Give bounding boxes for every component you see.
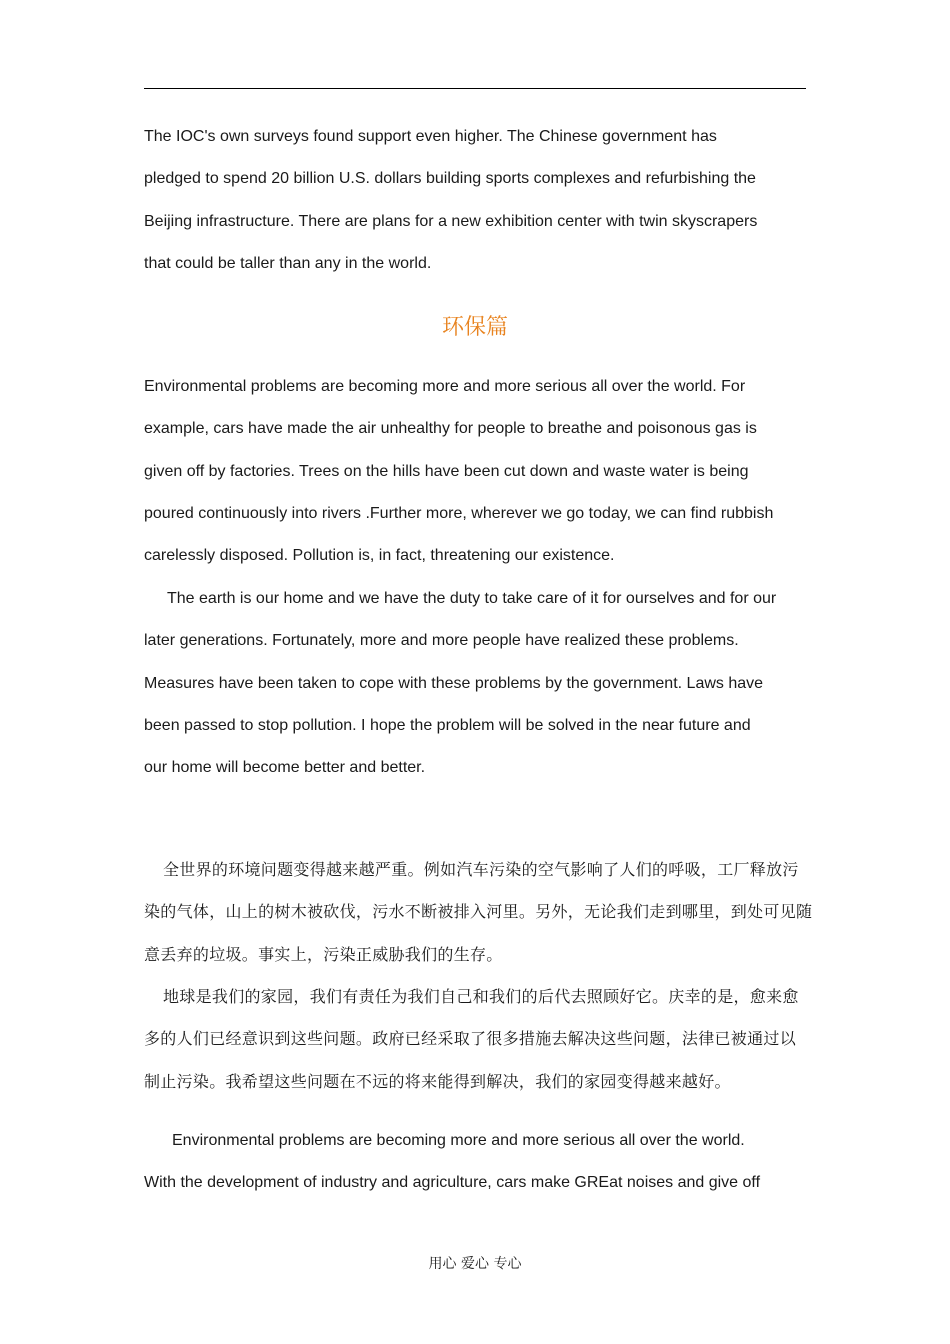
text-line: With the development of industry and agriculture, cars make GREat noises and give off	[144, 1174, 761, 1192]
section-title: 环保篇	[441, 315, 508, 340]
paragraph-olympics	[144, 128, 814, 297]
text-line: The IOC's own surveys found support even higher. The Chinese government has	[144, 128, 717, 145]
text-line: 全世界的环境问题变得越来越严重。例如汽车污染的空气影响了人们的呼吸，工厂释放污	[163, 860, 799, 879]
paragraph-environment-1	[144, 378, 814, 589]
text-line: The earth is our home and we have the duty to take care of it for ourselves and for our	[167, 590, 777, 607]
text-line: that could be taller than any in the world.	[144, 254, 432, 272]
text-line: Beijing infrastructure. There are plans for a new exhibition center with twin skyscrapers	[144, 212, 758, 230]
text-line: 染的气体，山上的树木被砍伐，污水不断被排入河里。另外，无论我们走到哪里，到处可见随	[144, 902, 813, 922]
text-line: 制止污染。我希望这些问题在不远的将来能得到解决，我们的家园变得越来越好。	[144, 1071, 731, 1091]
text-line: Environmental problems are becoming more and more serious all over the world. For	[144, 378, 746, 395]
text-line: Measures have been taken to cope with these problems by the government. Laws have	[144, 674, 764, 692]
text-line: 地球是我们的家园，我们有责任为我们自己和我们的后代去照顾好它。庆幸的是，愈来愈	[163, 987, 799, 1006]
text-line: poured continuously into rivers .Further more, wherever we go today, we can find rubbish	[144, 504, 774, 522]
text-line: 多的人们已经意识到这些问题。政府已经采取了很多措施去解决这些问题，法律已被通过以	[144, 1029, 797, 1049]
header-rule	[144, 88, 806, 89]
text-line: Environmental problems are becoming more and more serious all over the world.	[172, 1132, 745, 1149]
paragraph-environment-2	[144, 590, 814, 801]
text-line: 意丢弃的垃圾。事实上，污染正威胁我们的生存。	[144, 944, 503, 964]
text-line: carelessly disposed. Pollution is, in fact, threatening our existence.	[144, 547, 615, 565]
text-line: later generations. Fortunately, more and more people have realized these problems.	[144, 632, 739, 650]
text-line: pledged to spend 20 billion U.S. dollars building sports complexes and refurbishing the	[144, 170, 756, 188]
paragraph-chinese-2	[144, 988, 814, 1115]
text-line: our home will become better and better.	[144, 759, 426, 777]
text-line: been passed to stop pollution. I hope the problem will be solved in the near future and	[144, 716, 751, 734]
paragraph-chinese-1	[144, 861, 814, 988]
paragraph-environment-3	[144, 1132, 814, 1217]
text-line: example, cars have made the air unhealthy for people to breathe and poisonous gas is	[144, 420, 757, 438]
text-line: given off by factories. Trees on the hills have been cut down and waste water is being	[144, 462, 749, 480]
page-footer: 用心 爱心 专心	[428, 1256, 522, 1272]
